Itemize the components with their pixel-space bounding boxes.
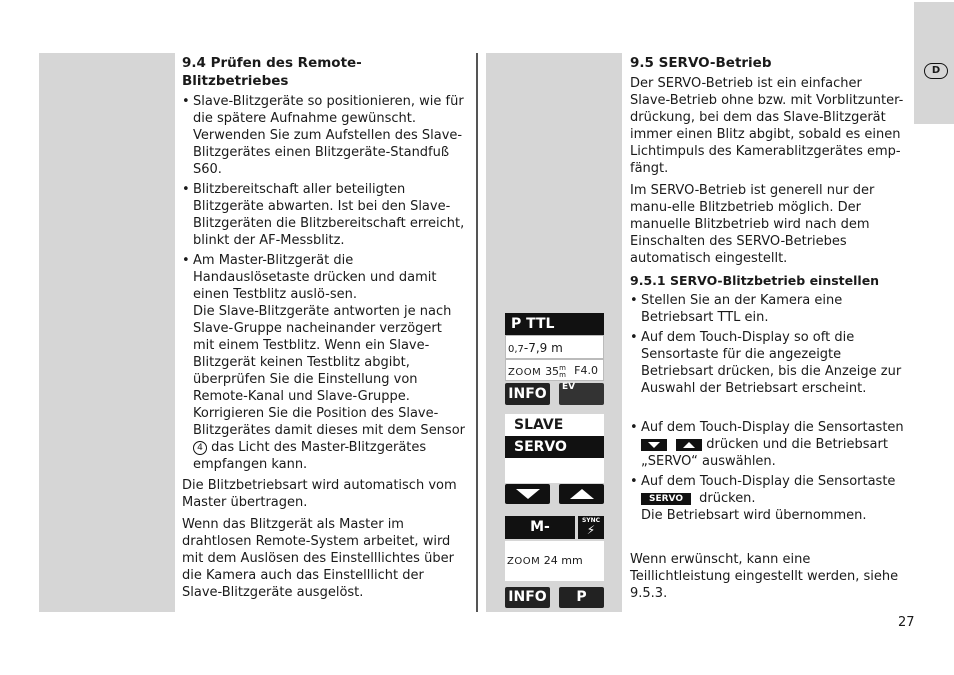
language-badge bbox=[924, 63, 948, 79]
mode-label: M- bbox=[530, 519, 550, 535]
bullet-list bbox=[630, 292, 906, 524]
subsection-heading: 9.5.1 SERVO-Blitzbetrieb einstellen bbox=[630, 273, 880, 288]
p-button[interactable] bbox=[559, 587, 604, 608]
paragraph: Wenn das Blitzgerät als Master im drahtlosen Remote-System arbeitet, wird mit dem Auslösen des Einstelllichtes über die Kamera auch das Einstelllicht der Slave-Blitzgeräte ausgelöst. bbox=[182, 517, 454, 600]
sensor-number-icon: 4 bbox=[193, 441, 207, 455]
bullet-list bbox=[182, 93, 467, 473]
zoom-unit-top: m bbox=[559, 363, 566, 372]
section-9-5 bbox=[630, 54, 906, 607]
p-label: P bbox=[576, 589, 587, 605]
menu-list bbox=[505, 414, 604, 483]
mode-label: P TTL bbox=[511, 316, 555, 332]
language-label: D bbox=[931, 65, 941, 76]
lcd-range-display bbox=[505, 335, 604, 359]
left-margin-column bbox=[39, 53, 175, 612]
zoom-unit-bot: m bbox=[559, 370, 566, 379]
list-item-text: Auf dem Touch-Display die Sensortasten bbox=[641, 420, 904, 435]
info-button[interactable] bbox=[505, 383, 550, 405]
chevron-down-icon bbox=[648, 442, 660, 448]
paragraph: Die Blitzbetriebsart wird automatisch vom Master übertragen. bbox=[182, 478, 457, 510]
paragraph: Der SERVO-Betrieb ist ein einfacher Slave-Betrieb ohne bzw. mit Vorblitzunter-drückung, bei dem das Slave-Blitzgerät immer einen Blitz abgibt, sobald es einen Lichtimpuls des Kamerablitzgerätes emp-fängt. bbox=[630, 76, 904, 176]
list-item: • Auf dem Touch-Display so oft die Sensortaste für die angezeigte Betriebsart drücken, bis die Anzeige zur Auswahl der Betriebsart erscheint. bbox=[630, 329, 906, 397]
column-divider bbox=[476, 53, 478, 612]
inline-up-key bbox=[676, 439, 702, 451]
lightning-icon: ⚡ bbox=[586, 523, 596, 537]
paragraph: Im SERVO-Betrieb ist generell nur der manu-elle Blitzbetrieb möglich. Der manuelle Blitzbetrieb wird nach dem Einschalten des SERVO-Betriebes automatisch eingestellt. bbox=[630, 183, 875, 266]
list-item: • Slave-Blitzgeräte so positionieren, wie für die spätere Aufnahme gewünscht. Verwenden Sie zum Aufstellen des Slave-Blitzgerätes einen Blitzgeräte-Standfuß S60. bbox=[182, 93, 467, 178]
mode-bar-mservo[interactable] bbox=[505, 516, 575, 539]
up-button[interactable] bbox=[559, 484, 604, 504]
info-button-2[interactable] bbox=[505, 587, 550, 608]
info-label: INFO bbox=[508, 589, 547, 605]
section-9-4 bbox=[182, 54, 467, 606]
zoom-value: 35 bbox=[545, 365, 560, 378]
ev-button[interactable] bbox=[559, 383, 604, 405]
chevron-down-icon bbox=[516, 489, 540, 499]
section-heading: 9.4 Prüfen des Remote-Blitzbetriebes bbox=[182, 55, 362, 89]
f-stop: F4.0 bbox=[574, 364, 598, 377]
list-item-text: Am Master-Blitzgerät die Handauslösetaste drücken und damit einen Testblitz auslö-sen. bbox=[193, 253, 437, 302]
list-item-continuation: das Licht des Master-Blitzgerätes empfangen kann. bbox=[193, 440, 427, 472]
range-value: -7,9 m bbox=[523, 341, 563, 355]
list-item-continuation: Die Slave-Blitzgeräte antworten je nach Slave-Gruppe nacheinander verzögert mit einem Testblitz. Wenn ein Slave-Blitzgerät keinen Testblitz abgibt, überprüfen Sie die Einstellung von Remote-Kanal und Slave-Gruppe. Korrigieren Sie die Position des Slave-Blitzgerätes damit dieses mit dem Sensor bbox=[193, 304, 465, 438]
menu-item-servo[interactable]: SERVO bbox=[505, 436, 604, 458]
menu-item-slave[interactable]: SLAVE bbox=[514, 417, 564, 433]
list-item: • Blitzbereitschaft aller beteiligten Blitzgeräte abwarten. Ist bei den Slave-Blitzgeräten die Blitzbereitschaft erreicht, blinkt der AF-Messblitz. bbox=[182, 181, 467, 249]
zoom-label: ZOOM bbox=[508, 367, 542, 378]
chevron-up-icon bbox=[683, 442, 695, 448]
list-item-text: Auf dem Touch-Display die Sensortaste bbox=[641, 474, 896, 489]
section-heading: 9.5 SERVO-Betrieb bbox=[630, 55, 772, 71]
list-item bbox=[630, 473, 906, 524]
list-item bbox=[630, 419, 906, 470]
down-button[interactable] bbox=[505, 484, 550, 504]
paragraph: Wenn erwünscht, kann eine Teillichtleistung eingestellt werden, siehe 9.5.3. bbox=[630, 552, 899, 601]
page-number: 27 bbox=[898, 615, 915, 630]
zoom-label: ZOOM bbox=[507, 556, 541, 567]
mode-bar-ttl[interactable] bbox=[505, 313, 604, 335]
sync-label: SYNC bbox=[581, 517, 601, 524]
ev-label: EV bbox=[562, 382, 576, 392]
list-item: • Stellen Sie an der Kamera eine Betriebsart TTL ein. bbox=[630, 292, 906, 326]
zoom-value: 24 mm bbox=[543, 554, 583, 567]
lcd-zoom-display bbox=[505, 359, 604, 381]
list-item-text: Die Betriebsart wird übernommen. bbox=[641, 508, 867, 523]
chevron-up-icon bbox=[570, 489, 594, 499]
inline-servo-key: SERVO bbox=[641, 493, 691, 505]
list-item-text: drücken und die Betriebsart „SERVO“ auswählen. bbox=[641, 437, 888, 469]
list-item-text: drücken. bbox=[699, 491, 756, 506]
sync-button[interactable] bbox=[578, 516, 604, 539]
list-item bbox=[182, 252, 467, 473]
ev-small: 0,7 bbox=[508, 344, 524, 355]
info-label: INFO bbox=[508, 386, 547, 402]
lcd-zoom-display-2 bbox=[505, 541, 604, 581]
inline-down-key bbox=[641, 439, 667, 451]
